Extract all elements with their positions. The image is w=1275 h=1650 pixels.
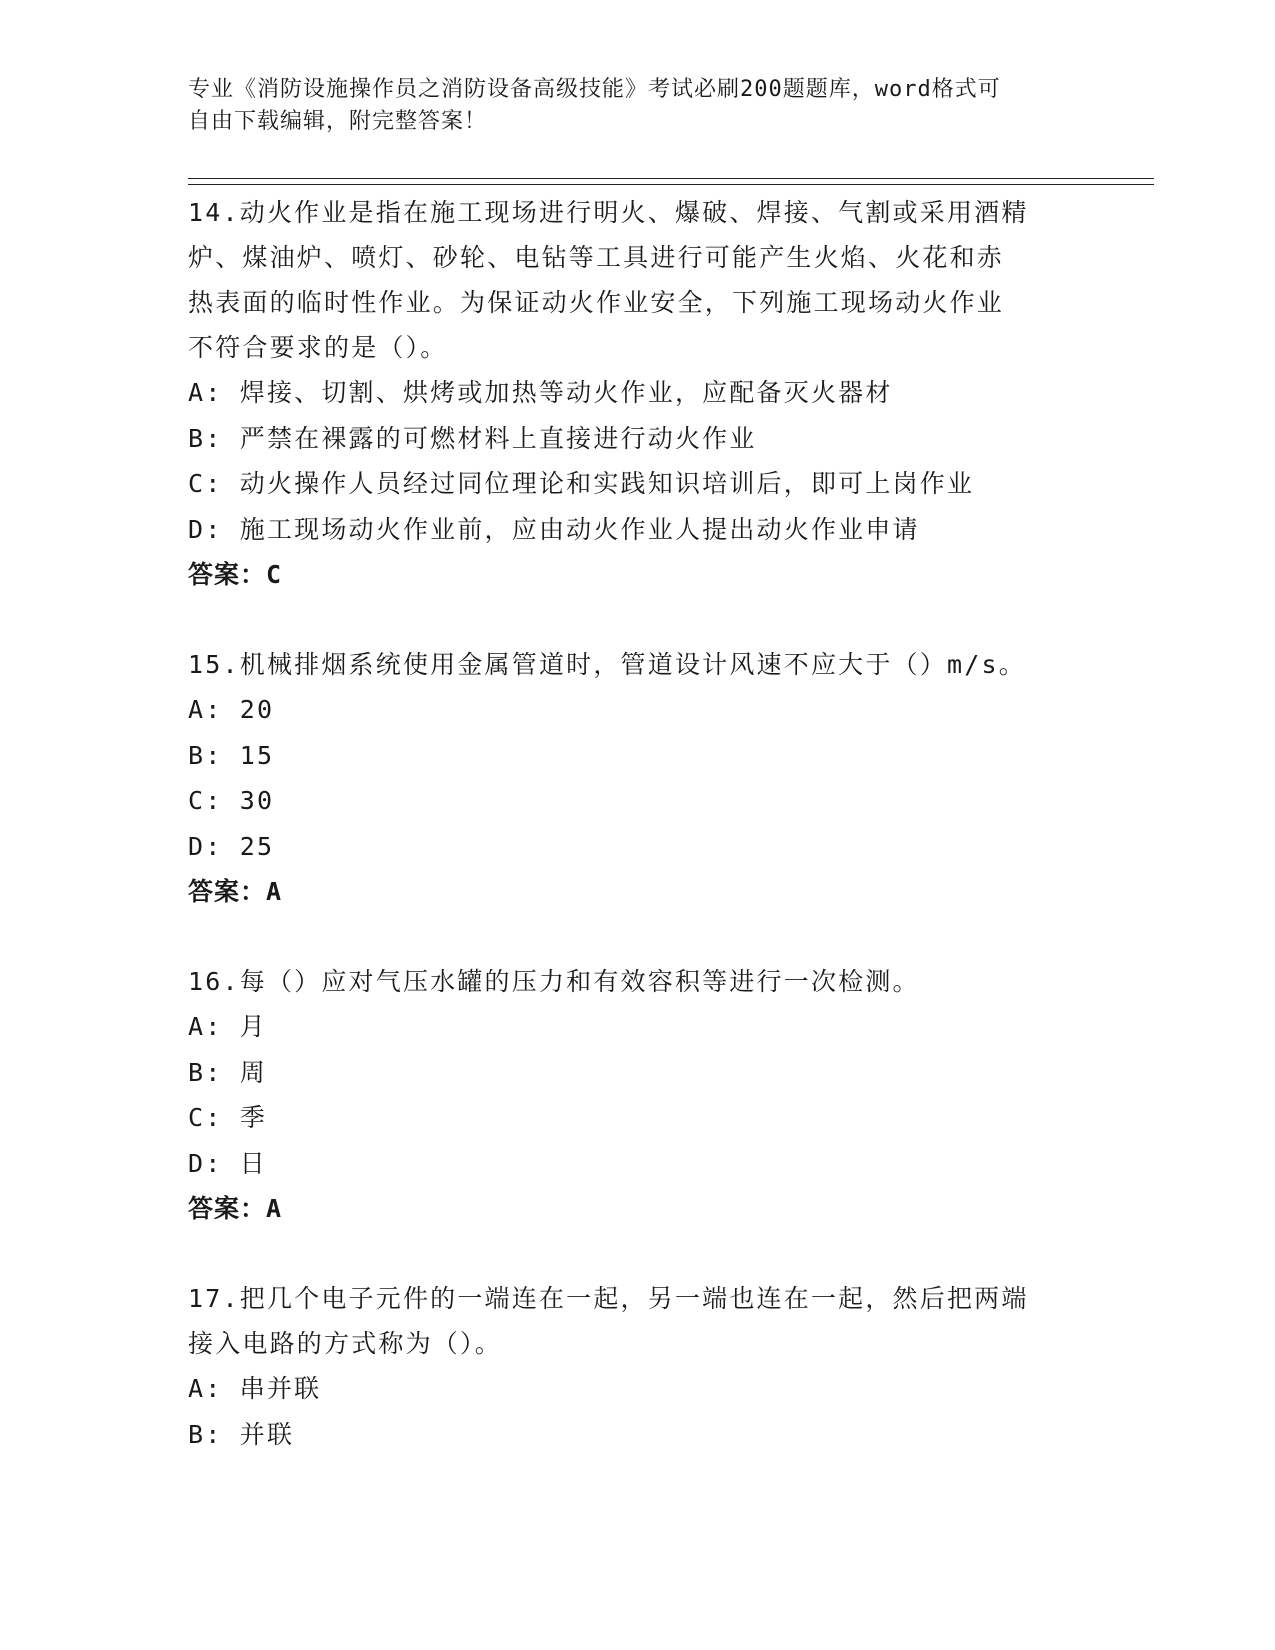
header-line-2: 自由下载编辑，附完整答案！ [188, 109, 488, 134]
question-17 [188, 1276, 1088, 1457]
header-line-1: 专业《消防设施操作员之消防设备高级技能》考试必刷200题题库，word格式可 [188, 77, 1001, 102]
answer: 答案：C [188, 560, 283, 589]
option-a: A: 焊接、切割、烘烤或加热等动火作业，应配备灭火器材 [188, 378, 893, 407]
question-stem [188, 959, 1088, 1004]
question-stem [188, 190, 1088, 370]
option-b: B: 15 [188, 740, 275, 770]
option-a: A: 串并联 [188, 1374, 322, 1403]
stem-line: 热表面的临时性作业。为保证动火作业安全，下列施工现场动火作业 [188, 288, 1005, 317]
question-16 [188, 959, 1088, 1231]
option-d: D: 日 [188, 1148, 267, 1178]
option-c: C: 动火操作人员经过同位理论和实践知识培训后，即可上岗作业 [188, 469, 975, 498]
answer: 答案：A [188, 877, 283, 906]
option-d: D: 施工现场动火作业前，应由动火作业人提出动火作业申请 [188, 514, 920, 544]
option-a: A: 20 [188, 695, 275, 724]
stem-line: 15.机械排烟系统使用金属管道时，管道设计风速不应大于（）m/s。 [188, 650, 1026, 679]
stem-line: 16.每（）应对气压水罐的压力和有效容积等进行一次检测。 [188, 967, 920, 996]
option-c: C: 30 [188, 786, 275, 815]
option-c: C: 季 [188, 1103, 267, 1132]
header-divider [188, 178, 1154, 185]
option-d: D: 25 [188, 831, 275, 861]
question-stem [188, 1276, 1088, 1366]
stem-line: 14.动火作业是指在施工现场进行明火、爆破、焊接、气割或采用酒精 [188, 198, 1029, 227]
answer: 答案：A [188, 1194, 283, 1223]
option-b: B: 周 [188, 1057, 267, 1087]
option-b: B: 并联 [188, 1419, 295, 1449]
option-b: B: 严禁在裸露的可燃材料上直接进行动火作业 [188, 423, 757, 453]
question-stem [188, 642, 1088, 687]
stem-line: 接入电路的方式称为（）。 [188, 1329, 502, 1358]
option-a: A: 月 [188, 1012, 267, 1041]
stem-line: 不符合要求的是（）。 [188, 333, 448, 362]
question-14 [188, 190, 1088, 597]
stem-line: 炉、煤油炉、喷灯、砂轮、电钻等工具进行可能产生火焰、火花和赤 [188, 243, 1005, 272]
question-15 [188, 642, 1088, 914]
stem-line: 17.把几个电子元件的一端连在一起，另一端也连在一起，然后把两端 [188, 1284, 1029, 1313]
document-header [188, 74, 1068, 138]
question-list [188, 190, 1088, 1502]
